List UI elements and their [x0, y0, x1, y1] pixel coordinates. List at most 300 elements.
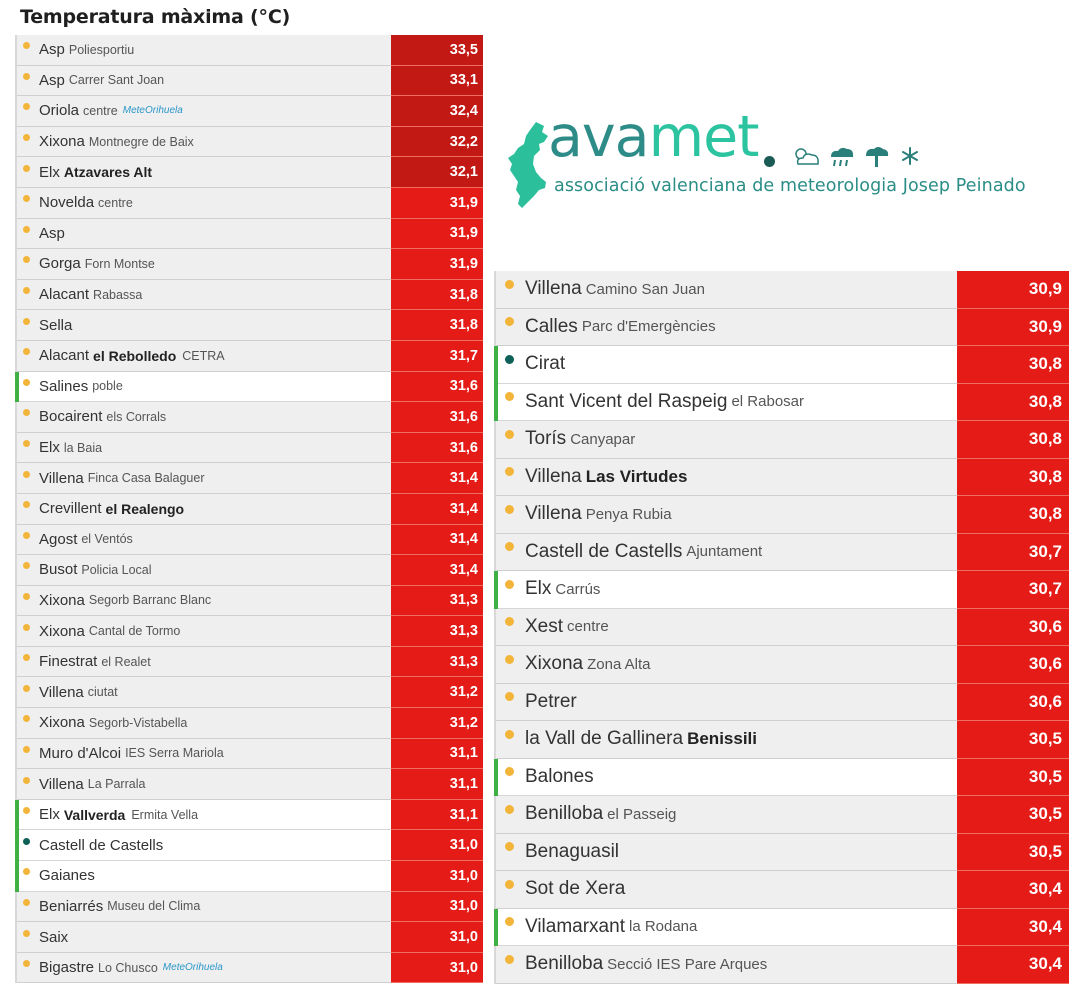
temperature-value: 31,9 — [391, 249, 483, 280]
station-name-cell — [494, 759, 957, 797]
row-edge — [15, 494, 17, 525]
station-name: Villena — [525, 503, 582, 525]
station-name: Balones — [525, 765, 594, 787]
station-location: Lo Chusco — [98, 960, 158, 975]
station-status-dot — [23, 318, 30, 325]
table-row — [15, 494, 483, 525]
station-status-dot — [23, 103, 30, 110]
station-location: el Ventós — [81, 532, 133, 547]
table-row — [15, 830, 483, 861]
temperature-value: 30,9 — [957, 309, 1069, 347]
station-name-cell — [15, 616, 391, 647]
station-status-dot — [23, 501, 30, 508]
station-location: el Passeig — [607, 805, 677, 823]
station-name: Beniarrés — [39, 897, 104, 915]
station-name-cell — [15, 127, 391, 158]
table-row — [15, 433, 483, 464]
station-status-dot — [505, 880, 514, 889]
table-row — [494, 909, 1069, 947]
temperature-value: 30,8 — [957, 496, 1069, 534]
station-name: Castell de Castells — [39, 836, 164, 854]
highlight-bar — [15, 830, 19, 861]
temperature-value: 31,9 — [391, 188, 483, 219]
temperature-value: 30,6 — [957, 684, 1069, 722]
station-status-dot — [23, 960, 30, 967]
temperature-value: 32,1 — [391, 157, 483, 188]
station-name-cell — [15, 249, 391, 280]
station-location: Canyapar — [570, 430, 636, 448]
table-row — [494, 946, 1069, 984]
station-status-dot — [505, 955, 514, 964]
row-edge — [15, 708, 17, 739]
station-location: IES Serra Mariola — [125, 746, 224, 761]
temperature-value: 31,0 — [391, 830, 483, 861]
station-name-cell — [15, 647, 391, 678]
table-row — [15, 188, 483, 219]
station-name-cell — [494, 871, 957, 909]
table-row — [15, 800, 483, 831]
station-name: Alacant — [39, 347, 90, 365]
temperature-value: 31,6 — [391, 433, 483, 464]
right-station-table — [494, 271, 1069, 984]
station-location: Forn Montse — [84, 256, 155, 271]
station-location: la Baia — [63, 440, 103, 455]
station-status-dot — [23, 807, 30, 814]
station-status-dot — [505, 542, 514, 551]
station-status-dot — [505, 467, 514, 476]
table-row — [15, 677, 483, 708]
row-edge — [15, 922, 17, 953]
station-location: Secció IES Pare Arques — [607, 955, 768, 973]
station-name: Sant Vicent del Raspeig — [525, 390, 728, 412]
station-name-cell — [15, 402, 391, 433]
station-location: Benissili — [687, 729, 757, 749]
station-name: Gorga — [39, 255, 81, 273]
station-name: Xest — [525, 615, 564, 637]
table-row — [15, 280, 483, 311]
temperature-value: 31,3 — [391, 586, 483, 617]
temperature-value: 31,0 — [391, 953, 483, 984]
temperature-value: 30,4 — [957, 871, 1069, 909]
highlight-bar — [494, 759, 498, 797]
station-status-dot — [23, 471, 30, 478]
station-name-cell — [15, 280, 391, 311]
station-name-cell — [15, 953, 391, 984]
table-row — [494, 571, 1069, 609]
station-status-dot — [505, 617, 514, 626]
station-name-cell — [15, 830, 391, 861]
station-name: Torís — [525, 428, 567, 450]
temperature-value: 30,5 — [957, 796, 1069, 834]
station-location: Montnegre de Baix — [88, 134, 194, 149]
station-name-cell — [494, 496, 957, 534]
station-status-dot — [23, 409, 30, 416]
temperature-value: 31,6 — [391, 372, 483, 403]
station-name: Petrer — [525, 690, 577, 712]
station-name: Xixona — [525, 653, 584, 675]
station-name-cell — [15, 769, 391, 800]
station-name: Villena — [39, 775, 84, 793]
temperature-value: 31,2 — [391, 708, 483, 739]
row-edge — [15, 188, 17, 219]
table-row — [494, 459, 1069, 497]
temperature-value: 30,4 — [957, 946, 1069, 984]
station-status-dot — [23, 685, 30, 692]
row-edge — [494, 834, 496, 872]
table-row — [15, 219, 483, 250]
table-row — [15, 708, 483, 739]
station-name-cell — [494, 309, 957, 347]
table-row — [15, 922, 483, 953]
table-row — [15, 739, 483, 770]
station-location: Policia Local — [81, 562, 152, 577]
highlight-bar — [15, 800, 19, 831]
table-row — [494, 834, 1069, 872]
station-name: Xixona — [39, 591, 85, 609]
row-edge — [15, 219, 17, 250]
station-status-dot — [505, 317, 514, 326]
station-name-cell — [15, 96, 391, 127]
station-status-dot — [23, 134, 30, 141]
station-location: Finca Casa Balaguer — [87, 471, 205, 486]
station-location: Zona Alta — [587, 655, 651, 673]
table-row — [15, 586, 483, 617]
row-edge — [15, 463, 17, 494]
table-row — [15, 127, 483, 158]
row-edge — [15, 555, 17, 586]
logo-dot — [764, 156, 775, 167]
station-status-dot — [505, 767, 514, 776]
table-row — [15, 372, 483, 403]
station-name: Elx — [39, 806, 60, 824]
station-name: Crevillent — [39, 500, 102, 518]
table-row — [15, 463, 483, 494]
station-name-cell — [15, 586, 391, 617]
station-name-cell — [15, 494, 391, 525]
table-row — [15, 892, 483, 923]
table-row — [15, 310, 483, 341]
row-edge — [494, 871, 496, 909]
temperature-value: 31,4 — [391, 463, 483, 494]
station-name-cell — [494, 684, 957, 722]
station-name: Busot — [39, 561, 78, 579]
temperature-value: 31,2 — [391, 677, 483, 708]
station-location: el Rabosar — [731, 393, 804, 411]
row-edge — [15, 127, 17, 158]
row-edge — [15, 402, 17, 433]
station-location: el Realet — [101, 654, 151, 669]
table-row — [494, 421, 1069, 459]
table-row — [494, 759, 1069, 797]
station-name: Bigastre — [39, 959, 95, 977]
station-name-cell — [494, 534, 957, 572]
temperature-value: 31,7 — [391, 341, 483, 372]
row-edge — [15, 249, 17, 280]
temperature-value: 31,4 — [391, 555, 483, 586]
row-edge — [494, 646, 496, 684]
temperature-value: 31,0 — [391, 922, 483, 953]
row-edge — [15, 310, 17, 341]
table-row — [15, 341, 483, 372]
station-location: Segorb-Vistabella — [88, 715, 188, 730]
row-edge — [494, 684, 496, 722]
station-name-cell — [15, 525, 391, 556]
row-edge — [15, 647, 17, 678]
temperature-value: 31,4 — [391, 525, 483, 556]
station-status-dot — [23, 226, 30, 233]
station-name-cell — [494, 346, 957, 384]
temperature-value: 31,1 — [391, 739, 483, 770]
station-location: Rabassa — [93, 287, 143, 302]
station-status-dot — [23, 868, 30, 875]
station-name: Villena — [525, 278, 582, 300]
tree-icon — [864, 146, 890, 168]
station-name: Xixona — [39, 622, 85, 640]
station-location: Museu del Clima — [107, 899, 201, 914]
station-status-dot — [505, 280, 514, 289]
row-edge — [15, 341, 17, 372]
table-row — [494, 609, 1069, 647]
station-name: Benaguasil — [525, 840, 620, 862]
station-location: Segorb Barranc Blanc — [88, 593, 212, 608]
station-status-dot — [505, 842, 514, 851]
table-row — [494, 309, 1069, 347]
station-name-cell — [15, 708, 391, 739]
station-location: La Parrala — [87, 777, 146, 792]
station-location: Penya Rubia — [585, 505, 672, 523]
temperature-value: 30,7 — [957, 571, 1069, 609]
station-status-dot — [23, 930, 30, 937]
table-row — [15, 66, 483, 97]
table-row — [494, 384, 1069, 422]
temperature-value: 33,1 — [391, 66, 483, 97]
temperature-value: 32,4 — [391, 96, 483, 127]
station-status-dot — [23, 379, 30, 386]
station-name: Elx — [525, 578, 552, 600]
station-location: Atzavares Alt — [63, 164, 153, 181]
row-edge — [494, 721, 496, 759]
temperature-value: 31,4 — [391, 494, 483, 525]
table-row — [15, 953, 483, 984]
station-location: Camino San Juan — [585, 280, 705, 298]
station-name-cell — [15, 463, 391, 494]
table-row — [494, 271, 1069, 309]
temperature-value: 31,0 — [391, 861, 483, 892]
highlight-bar — [15, 861, 19, 892]
station-status-dot — [23, 42, 30, 49]
table-row — [15, 555, 483, 586]
station-name-cell — [15, 739, 391, 770]
row-edge — [15, 35, 17, 66]
row-edge — [494, 271, 496, 309]
station-name-cell — [15, 341, 391, 372]
highlight-bar — [15, 372, 19, 403]
temperature-value: 30,5 — [957, 721, 1069, 759]
row-edge — [15, 769, 17, 800]
row-edge — [15, 892, 17, 923]
table-row — [15, 769, 483, 800]
station-status-dot — [23, 165, 30, 172]
station-location: Poliesportiu — [68, 42, 135, 57]
station-name-cell — [494, 271, 957, 309]
table-row — [494, 796, 1069, 834]
station-name: la Vall de Gallinera — [525, 728, 684, 750]
row-edge — [494, 609, 496, 647]
sun-cloud-icon — [790, 146, 822, 166]
station-location: els Corrals — [106, 409, 167, 424]
station-name: Xixona — [39, 714, 85, 732]
table-row — [494, 684, 1069, 722]
station-name: Sella — [39, 316, 73, 334]
left-station-table — [15, 35, 483, 983]
station-name: Bocairent — [39, 408, 103, 426]
station-name: Finestrat — [39, 653, 98, 671]
station-name: Elx — [39, 163, 60, 181]
meteorihuela-logo: MeteOrihuela — [162, 962, 223, 974]
row-edge — [15, 586, 17, 617]
station-name: Alacant — [39, 286, 90, 304]
station-name-cell — [15, 922, 391, 953]
station-status-dot — [505, 355, 514, 364]
station-status-dot — [505, 655, 514, 664]
page-title: Temperatura màxima (°C) — [20, 6, 291, 28]
snowflake-icon — [900, 146, 920, 166]
station-name: Villena — [525, 465, 582, 487]
temperature-value: 30,8 — [957, 346, 1069, 384]
station-name: Agost — [39, 530, 78, 548]
temperature-value: 31,0 — [391, 892, 483, 923]
station-location: Las Virtudes — [585, 466, 688, 486]
station-status-dot — [23, 562, 30, 569]
station-name: Asp — [39, 71, 65, 89]
station-name-cell — [494, 384, 957, 422]
temperature-value: 30,6 — [957, 646, 1069, 684]
table-row — [494, 721, 1069, 759]
station-name: Elx — [39, 439, 60, 457]
station-extra: Ermita Vella — [131, 807, 199, 822]
temperature-value: 30,6 — [957, 609, 1069, 647]
row-edge — [15, 677, 17, 708]
table-row — [494, 346, 1069, 384]
station-status-dot — [505, 505, 514, 514]
highlight-bar — [494, 571, 498, 609]
station-status-dot — [23, 654, 30, 661]
table-row — [15, 861, 483, 892]
station-name: Benilloba — [525, 953, 604, 975]
highlight-bar — [494, 384, 498, 422]
table-row — [494, 496, 1069, 534]
row-edge — [15, 280, 17, 311]
station-location: Ajuntament — [686, 543, 763, 561]
station-name-cell — [494, 834, 957, 872]
station-name-cell — [494, 796, 957, 834]
station-name: Salines — [39, 377, 89, 395]
station-name: Saix — [39, 928, 69, 946]
temperature-value: 32,2 — [391, 127, 483, 158]
temperature-value: 30,8 — [957, 384, 1069, 422]
station-name-cell — [494, 609, 957, 647]
station-name-cell — [15, 219, 391, 250]
wordmark-ava: ava — [548, 104, 649, 170]
station-name: Villena — [39, 469, 84, 487]
station-name-cell — [15, 157, 391, 188]
station-location: centre — [98, 195, 133, 210]
table-row — [494, 534, 1069, 572]
row-edge — [494, 796, 496, 834]
station-name-cell — [15, 35, 391, 66]
station-location: la Rodana — [628, 918, 698, 936]
table-row — [15, 96, 483, 127]
station-status-dot — [23, 899, 30, 906]
station-name-cell — [15, 800, 391, 831]
station-status-dot — [505, 392, 514, 401]
station-name: Villena — [39, 683, 84, 701]
temperature-value: 31,8 — [391, 280, 483, 311]
station-extra: CETRA — [182, 348, 225, 363]
temperature-value: 31,8 — [391, 310, 483, 341]
wordmark-met: met — [648, 104, 759, 170]
temperature-value: 30,8 — [957, 459, 1069, 497]
station-name: Oriola — [39, 102, 80, 120]
rain-cloud-icon — [828, 146, 856, 168]
station-location: Carrer Sant Joan — [68, 73, 165, 88]
temperature-value: 31,3 — [391, 616, 483, 647]
temperature-value: 30,5 — [957, 759, 1069, 797]
row-edge — [15, 96, 17, 127]
table-row — [15, 249, 483, 280]
table-row — [494, 646, 1069, 684]
station-status-dot — [505, 730, 514, 739]
station-location: poble — [92, 379, 123, 394]
temperature-value: 31,6 — [391, 402, 483, 433]
station-status-dot — [23, 195, 30, 202]
row-edge — [15, 433, 17, 464]
valencia-map-icon — [506, 120, 554, 210]
temperature-value: 30,9 — [957, 271, 1069, 309]
station-location: Carrús — [555, 580, 601, 598]
station-status-dot — [23, 777, 30, 784]
station-name-cell — [15, 677, 391, 708]
station-status-dot — [23, 440, 30, 447]
station-location: centre — [567, 618, 609, 636]
row-edge — [494, 421, 496, 459]
temperature-value: 31,9 — [391, 219, 483, 250]
station-name-cell — [15, 188, 391, 219]
table-row — [15, 35, 483, 66]
temperature-value: 30,5 — [957, 834, 1069, 872]
temperature-value: 30,8 — [957, 421, 1069, 459]
temperature-value: 31,1 — [391, 769, 483, 800]
station-name: Castell de Castells — [525, 540, 683, 562]
row-edge — [15, 157, 17, 188]
avamet-wordmark — [548, 104, 759, 170]
avamet-tagline: associació valenciana de meteorologia Josep Peinado — [554, 176, 1026, 196]
station-status-dot — [23, 73, 30, 80]
station-location: el Rebolledo — [93, 347, 177, 364]
temperature-value: 30,4 — [957, 909, 1069, 947]
station-name-cell — [494, 909, 957, 947]
station-location: Parc d'Emergències — [581, 318, 716, 336]
station-location: el Realengo — [105, 500, 185, 517]
table-row — [15, 525, 483, 556]
station-name: Asp — [39, 224, 65, 242]
table-row — [15, 402, 483, 433]
table-row — [494, 871, 1069, 909]
avamet-logo — [506, 104, 1056, 213]
row-edge — [15, 66, 17, 97]
row-edge — [15, 525, 17, 556]
table-row — [15, 616, 483, 647]
